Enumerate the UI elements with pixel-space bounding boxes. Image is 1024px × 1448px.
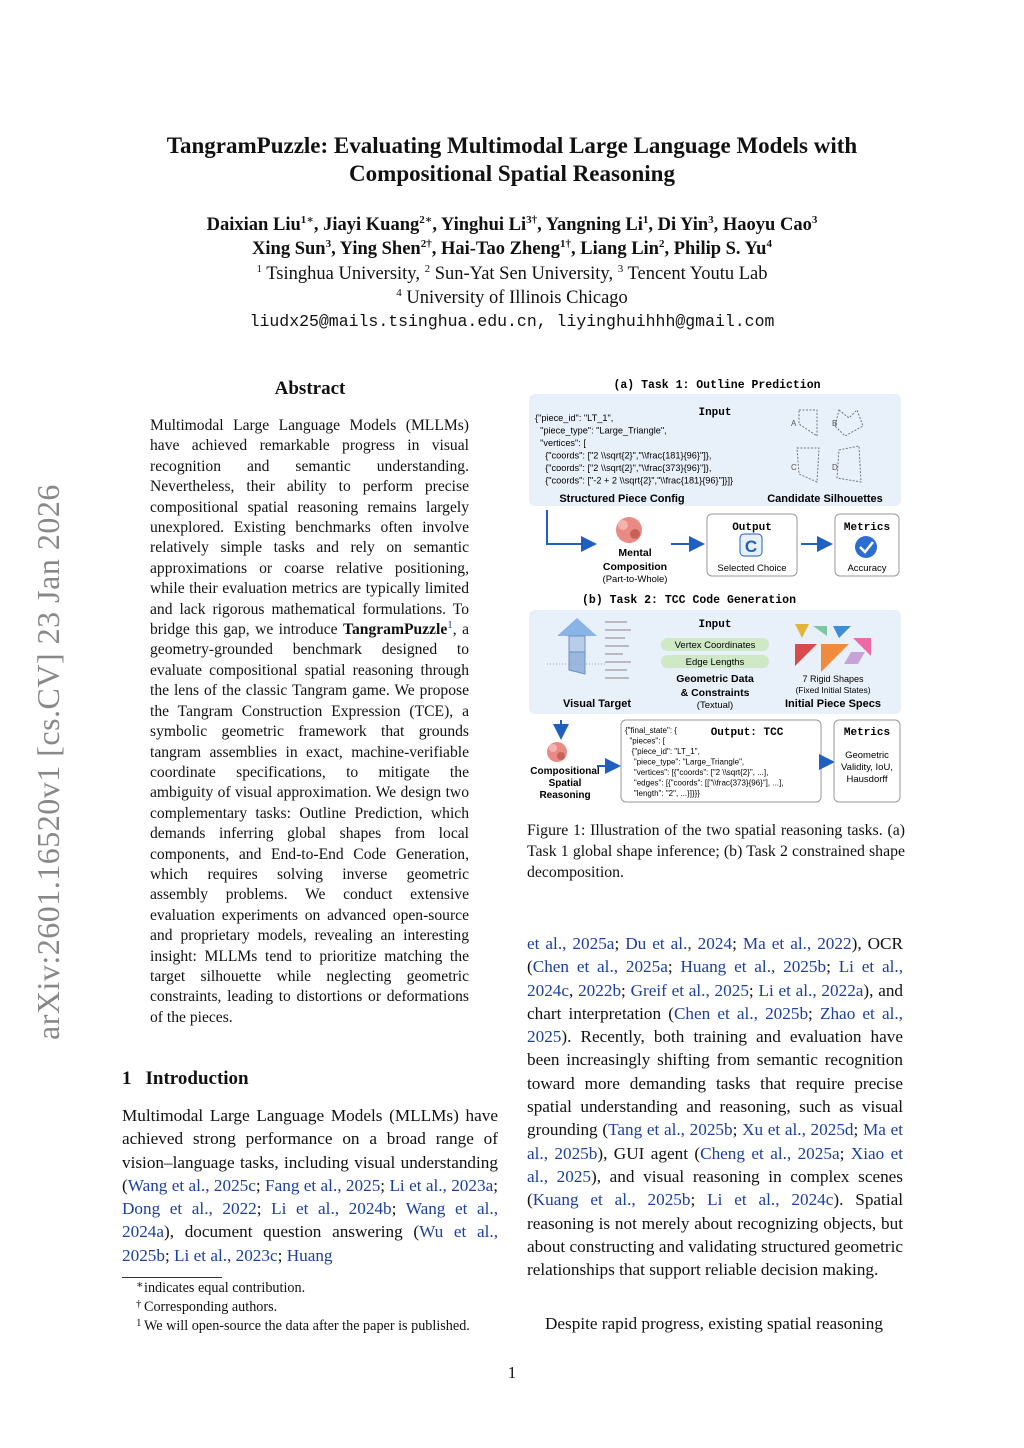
metric-geometric: Geometric	[845, 750, 889, 761]
author-line1-4: Di Yin$^3$	[657, 213, 714, 235]
abstract-heading: Abstract	[274, 378, 346, 399]
intro-left-text-0: Multimodal Large Language Models (MLLMs) have achieved strong performance on a broad range of vision–language tasks, including visual understanding (	[122, 1106, 498, 1195]
author-line2-sup-3: 2	[658, 237, 665, 250]
footnote-2: 1 We will open-source the data after the paper is published.	[136, 1317, 470, 1334]
abstract-text	[150, 416, 469, 1028]
intro-right-citation-30[interactable]: Xiao et al., 2025	[527, 1143, 904, 1186]
author-line1-sup-0: 1∗	[300, 213, 314, 226]
intro-right-citation-32[interactable]: Kuang et al., 2025b	[532, 1190, 691, 1210]
geom-data-label: Geometric Data	[676, 673, 754, 685]
task-b-title: (b) Task 2: TCC Code Generation	[582, 594, 796, 607]
footnote-text-0: indicates equal contribution.	[144, 1280, 306, 1296]
intro-left-citation-9[interactable]: Li et al., 2024b	[271, 1199, 392, 1219]
intro-right-text-35: ). Spatial reasoning is not merely about recognizing objects, but about constructing and validating structured geometric relationships that support reliable decision making.	[527, 1190, 904, 1280]
intro-right-text-31: ), and visual reasoning in complex scenes (	[527, 1166, 903, 1210]
intro-right-citation-6[interactable]: Chen et al., 2025a	[532, 957, 668, 977]
accuracy-label: Accuracy	[847, 563, 887, 574]
intro-right-text-19: ;	[808, 1003, 820, 1023]
intro-left-text-14: ;	[164, 1245, 175, 1265]
intro-left-citation-3[interactable]: Fang et al., 2025	[265, 1175, 381, 1195]
author-line2-sup-0: 3	[325, 237, 332, 250]
author-line1-sup-4: 3	[708, 213, 714, 226]
visual-target-label: Visual Target	[562, 698, 632, 710]
affiliation-line2-sup-0: 4	[396, 286, 402, 299]
arxiv-stamp: arXiv:2601.16520v1 [cs.CV] 23 Jan 2026	[30, 484, 66, 1040]
code-a-line-5: {"coords": ["-2 + 2 \\sqrt{2}","\\frac{181}{96}"]}]}	[535, 475, 734, 486]
intro-right-citation-8[interactable]: Huang et al., 2025b	[680, 957, 827, 977]
intro-right-text-9: ;	[826, 957, 839, 977]
intro-right-citation-12[interactable]: 2022b	[578, 980, 622, 1000]
affiliation-line-2	[0, 286, 1024, 310]
code-b-line-4: "vertices": [{"coords": ["2 \\sqrt{2}", ...],	[625, 768, 769, 777]
affiliation-line-1	[0, 262, 1024, 286]
affiliation-line1-sup-2: 3	[617, 262, 624, 275]
figure-1-diagram	[527, 374, 907, 804]
code-a-line-4: {"coords": ["2 \\sqrt{2}","\\frac{373}{96}"]},	[535, 463, 712, 473]
intro-right-text-11: ,	[569, 980, 579, 1000]
textual-label: (Textual)	[696, 700, 734, 711]
paper-title	[0, 132, 1024, 188]
benchmark-name: TangramPuzzle	[343, 621, 448, 639]
footnote-1: † Corresponding authors.	[136, 1298, 278, 1315]
author-line1-sup-5: 3	[811, 213, 818, 226]
title-line-2: Compositional Spatial Reasoning	[349, 161, 675, 186]
abstract-part-1: Multimodal Large Language Models (MLLMs) have achieved remarkable progress in visual recognition and semantic understanding. Nevertheless, their ability to perform precise compositional spatial reasoning remains largely unexplored. Existing benchmarks often involve relatively simple tasks and rely on semantic approximations or coarse relative positioning, while their evaluation metrics are typically limited and lack rigorous mathematical formulations. To bridge this gap, we introduce	[150, 417, 469, 639]
choice-letter: C	[744, 537, 758, 556]
intro-right-citation-26[interactable]: Ma et al., 2025b	[527, 1120, 903, 1163]
author-list	[0, 213, 1024, 261]
output-tcc-label: Output: TCC	[710, 727, 784, 739]
flow-arrow-1	[547, 510, 593, 544]
intro-left-text-10: ;	[391, 1199, 406, 1219]
intro-right-text-13: ;	[621, 980, 631, 1000]
rigid-shapes-label: 7 Rigid Shapes	[802, 674, 864, 684]
author-line1-sup-2: 3†	[526, 213, 538, 226]
initial-specs-label: Initial Piece Specs	[785, 698, 881, 710]
author-line2-1: Ying Shen$^{2\dagger}$	[339, 237, 432, 259]
author-line1-sup-3: 1	[642, 213, 649, 226]
author-line2-4: Philip S. Yu$^4$	[673, 237, 772, 259]
intro-right-text-33: ;	[690, 1190, 708, 1210]
author-line-1: Daixian Liu$^{1∗}$, Jiayi Kuang$^{2∗}$, Yinghui $Li^{3\dagger}$, Yangning Li$^1$, Di Yin$^3$, Haoyu Cao$^3$	[206, 213, 818, 235]
footnote-rule	[122, 1277, 222, 1278]
target-body	[569, 652, 585, 674]
code-a-line-1: "piece_type": "Large_Triangle",	[535, 425, 667, 436]
title-line-1: TangramPuzzle: Evaluating Multimodal Large Language Models with	[166, 133, 858, 158]
intro-right-text-23: ;	[732, 1120, 743, 1140]
silhouette-label-b: B	[832, 419, 838, 428]
author-line1-0: Daixian Liu$^{1∗}$	[206, 213, 314, 235]
intro-left-citation-17[interactable]: Huang	[286, 1245, 333, 1265]
intro-left-citation-15[interactable]: Li et al., 2023c	[174, 1245, 278, 1265]
code-b-line-1: "pieces": [	[625, 736, 665, 746]
intro-left-citation-13[interactable]: Wu et al., 2025b	[122, 1222, 499, 1265]
silhouette-label-a: A	[791, 419, 797, 428]
author-line1-sup-1: 2∗	[419, 213, 433, 226]
metric-validity-iou: Validity, IoU,	[841, 762, 893, 773]
silhouette-label-c: C	[791, 463, 797, 472]
intro-right-citation-22[interactable]: Tang et al., 2025b	[608, 1120, 733, 1140]
edge-lengths-label: Edge Lengths	[685, 657, 745, 668]
figure-1	[527, 374, 907, 804]
affiliation-line1-0: Tsinghua University,	[261, 264, 425, 284]
author-line1-5: Haoyu Cao$^3$	[722, 213, 818, 235]
code-b-line-0: {"final_state": {	[625, 726, 677, 735]
author-line1-1: Jiayi Kuang$^{2∗}$	[323, 213, 433, 235]
intro-right-text-21: ). Recently, both training and evaluation have been increasingly shifting from semantic recognition toward more demanding tasks that require precise spatial understanding and reasoning, such as visual grounding (	[527, 1027, 903, 1140]
intro-right-text-25: ;	[853, 1120, 863, 1140]
author-line2-2: Hai-Tao Zheng$^{1\dagger}$	[440, 237, 572, 259]
intro-right-text-27: ), GUI agent (	[597, 1143, 701, 1163]
check-circle-icon	[855, 536, 877, 558]
metrics-label-b: Metrics	[843, 727, 891, 739]
intro-right-citation-14[interactable]: Greif et al., 2025	[630, 980, 749, 1000]
intro-right-text-5: ), OCR (	[527, 934, 903, 977]
footnote-text-1: Corresponding authors.	[144, 1299, 278, 1315]
section-title: Introduction	[145, 1068, 249, 1089]
intro-right-citation-10[interactable]: Li et al., 2024c	[527, 957, 903, 1000]
author-line2-sup-4: 4	[766, 237, 772, 250]
footnotes	[122, 1279, 522, 1336]
intro-left-text-2: ;	[255, 1175, 266, 1195]
author-line2-3: Liang Lin$^2$	[580, 237, 665, 259]
intro-left-text-16: ;	[277, 1245, 287, 1265]
compositional-label: Compositional	[530, 766, 600, 777]
selected-choice-label: Selected Choice	[717, 563, 787, 574]
author-line1-2: Yinghui $Li^{3\dagger}$	[440, 213, 538, 235]
intro-right-text-29: ;	[839, 1143, 851, 1163]
author-line1-3: Yangning Li$^1$	[545, 213, 649, 235]
task-b-input-label: Input	[698, 619, 732, 631]
author-line2-0: Xing Sun$^3$	[252, 237, 332, 259]
intro-right-citation-24[interactable]: Xu et al., 2025d	[742, 1120, 854, 1140]
target-square	[569, 636, 585, 652]
affiliation-line2-0: University of Illinois Chicago	[401, 288, 628, 308]
code-b-line-3: "piece_type": "Large_Triangle",	[625, 757, 745, 767]
intro-right-citation-4[interactable]: Ma et al., 2022	[742, 934, 852, 953]
intro-right-text-3: ;	[732, 934, 743, 953]
section-heading-introduction	[122, 1068, 263, 1090]
output-label-a: Output	[732, 522, 772, 534]
silhouette-label-d: D	[832, 463, 838, 472]
intro-right-text-17: ), and chart interpretation (	[527, 980, 904, 1023]
intro-left-text-6: ;	[493, 1175, 498, 1195]
structured-config-label: Structured Piece Config	[559, 493, 685, 505]
mental-label: Mental	[618, 547, 652, 559]
intro-right-citation-0[interactable]: et al., 2025a	[527, 934, 615, 953]
footnote-0: ∗ indicates equal contribution.	[136, 1279, 306, 1296]
affiliation-line1-1: Sun-Yat Sen University,	[430, 264, 618, 284]
intro-right-citation-34[interactable]: Li et al., 2024c	[707, 1190, 834, 1210]
intro-right-text-1: ;	[614, 934, 626, 953]
task-a-input-label: Input	[698, 407, 732, 419]
spatial-label: Spatial	[548, 778, 582, 789]
code-b-line-5: "edges": [{"coords": [["\\frac{373}{96}"], ...],	[625, 778, 784, 788]
intro-left-citation-1[interactable]: Wang et al., 2025c	[127, 1175, 256, 1195]
intro-right-citation-28[interactable]: Cheng et al., 2025a	[700, 1143, 840, 1163]
metric-hausdorff: Hausdorff	[846, 774, 888, 785]
author-line2-sup-1: 2†	[420, 237, 432, 250]
intro-left-citation-7[interactable]: Dong et al., 2022	[122, 1199, 257, 1219]
candidate-silhouettes-label: Candidate Silhouettes	[767, 493, 883, 505]
code-a-line-3: {"coords": ["2 \\sqrt{2}","\\frac{181}{96}"]},	[535, 450, 712, 461]
affiliations	[0, 262, 1024, 310]
figure-caption: Figure 1: Illustration of the two spatial reasoning tasks. (a) Task 1 global shape inference; (b) Task 2 constrained shape decomposition.	[527, 822, 905, 881]
constraints-label: & Constraints	[680, 687, 750, 699]
footnote-text-2: We will open-source the data after the paper is published.	[144, 1318, 470, 1334]
abstract-part-2: , a geometry-grounded benchmark designed to evaluate compositional spatial reasoning through the lens of the classic Tangram game. We propose the Tangram Construction Expression (TCE), a symbolic geometric framework that grounds tangram assemblies in exact, machine-verifiable coordinate specifications, to mitigate the ambiguity of visual approximation. We design two complementary tasks: Outline Prediction, which demands inferring global shapes from local components, and End-to-End Code Generation, which requires solving inverse geometric assembly problems. We conduct extensive evaluation experiments on advanced open-source and proprietary models, revealing an interesting insight: MLLMs tend to prioritize matching the target silhouette while neglecting geometric constraints, leading to distortions or deformations of the pieces.	[150, 621, 469, 1026]
code-a-line-0: {"piece_id": "LT_1",	[535, 413, 614, 423]
code-a-line-2: "vertices": [	[535, 438, 586, 448]
fixed-states-label: (Fixed Initial States)	[795, 685, 871, 695]
footnote-ref[interactable]: 1	[447, 618, 453, 631]
intro-column-left	[122, 1104, 498, 1267]
composition-label: Composition	[602, 561, 668, 573]
intro-left-citation-5[interactable]: Li et al., 2023a	[389, 1175, 494, 1195]
code-b-line-2: {"piece_id": "LT_1",	[625, 747, 700, 756]
task-a-title: (a) Task 1: Outline Prediction	[613, 379, 821, 392]
contact-emails: liudx25@mails.tsinghua.edu.cn, liyinghuihhh@gmail.com	[249, 312, 775, 331]
intro-left-text-4: ;	[380, 1175, 390, 1195]
reasoning-label: Reasoning	[539, 790, 591, 801]
section-number: 1	[122, 1068, 132, 1089]
intro-right-citation-20[interactable]: Zhao et al., 2025	[527, 1003, 903, 1047]
affiliation-line1-sup-0: 1	[256, 262, 262, 275]
intro-paragraph-2-start: Despite rapid progress, existing spatial reasoning	[545, 1314, 883, 1333]
intro-right-text-15: ;	[748, 980, 759, 1000]
page-number: 1	[507, 1363, 517, 1382]
affiliation-line1-2: Tencent Youtu Lab	[623, 264, 768, 284]
intro-column-right	[527, 932, 903, 1281]
intro-right-citation-18[interactable]: Chen et al., 2025b	[673, 1003, 809, 1023]
author-line2-sup-2: 1†	[560, 237, 572, 250]
affiliation-line1-sup-1: 2	[424, 262, 431, 275]
vertex-coords-label: Vertex Coordinates	[674, 640, 756, 651]
code-b-line-6: "length": "2", ...}]}}}	[625, 789, 700, 798]
brain-icon	[616, 517, 642, 543]
intro-left-citation-11[interactable]: Wang et al., 2024a	[122, 1199, 498, 1242]
intro-right-citation-2[interactable]: Du et al., 2024	[625, 934, 733, 953]
brain-icon-b	[547, 742, 567, 762]
intro-right-text-7: ;	[667, 957, 681, 977]
intro-left-text-8: ;	[256, 1199, 272, 1219]
metrics-label-a: Metrics	[843, 522, 891, 534]
part-whole-label: (Part-to-Whole)	[602, 574, 668, 585]
intro-right-citation-16[interactable]: Li et al., 2022a	[758, 980, 864, 1000]
intro-left-text-12: ), document question answering (	[164, 1222, 420, 1242]
author-line-2: Xing Sun$^3$, Ying Shen$^{2\dagger}$, Hai-Tao Zheng$^{1\dagger}$, Liang Lin$^2$, Philip S. Yu$^4$	[252, 237, 772, 259]
